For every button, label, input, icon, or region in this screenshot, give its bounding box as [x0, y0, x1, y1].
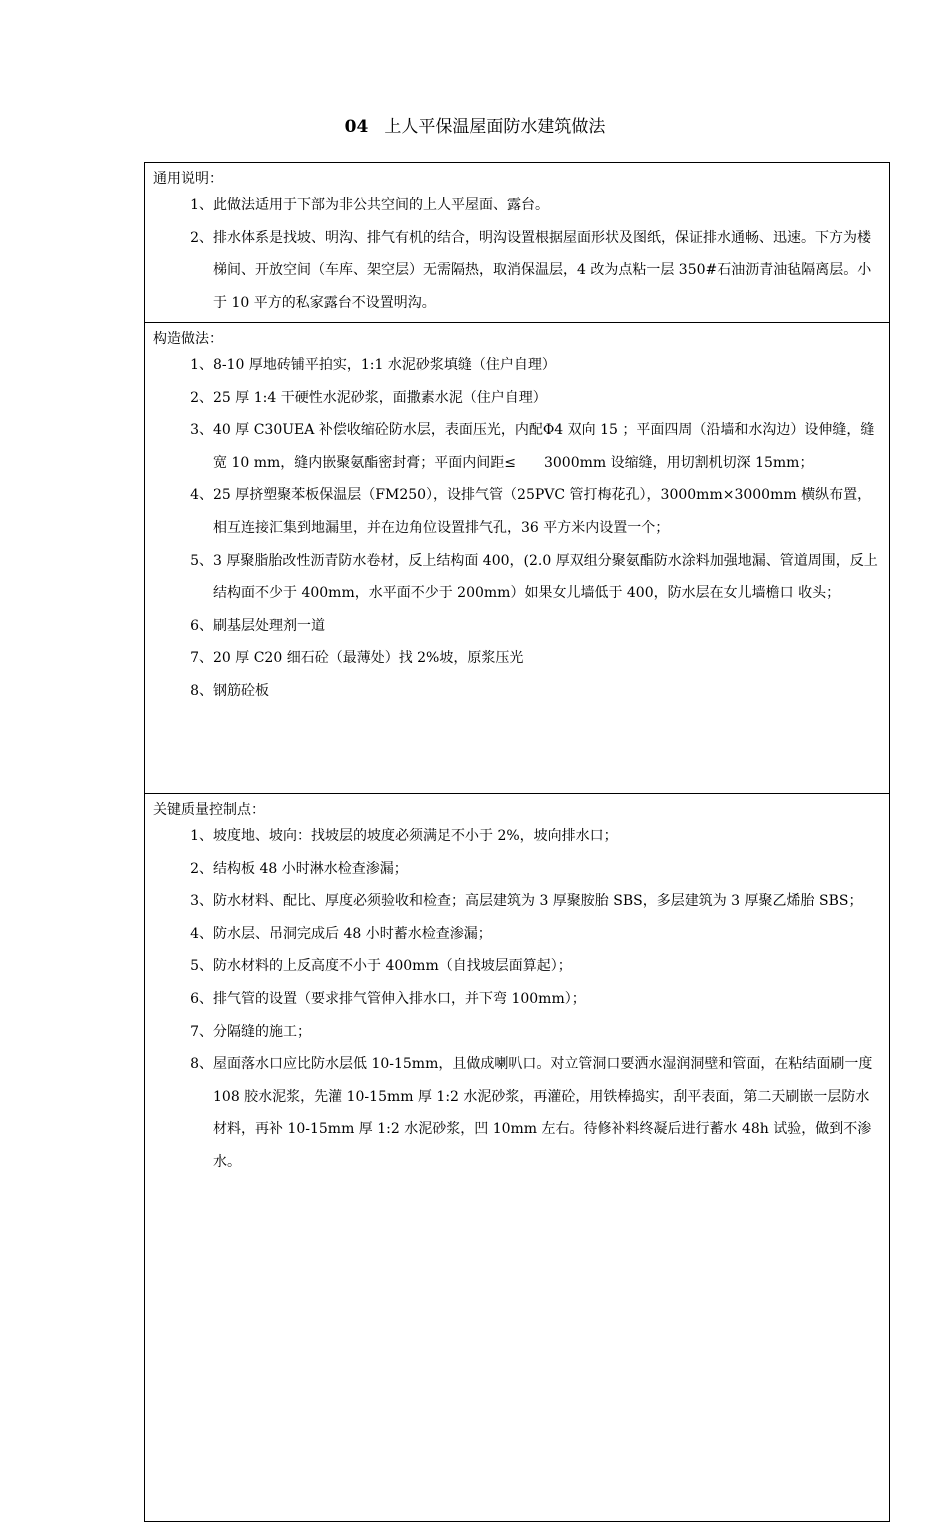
list-item: 3、 40 厚 C30UEA 补偿收缩砼防水层，表面压光，内配Φ4 双向 15 ；平面四周（沿墙和水沟边）设伸缝，缝宽 10 mm，缝内嵌聚氨酯密封膏；平面内间距≤ 3000mm 设缩缝，用切割机切深 15mm；: [190, 422, 875, 471]
list-item: 7、 分隔缝的施工；: [190, 1023, 311, 1040]
list-item: 4、 防水层、吊洞完成后 48 小时蓄水检查渗漏；: [190, 925, 492, 942]
list-item: 4、 25 厚挤塑聚苯板保温层（FM250），设排气管（25PVC 管打梅花孔），3000mm×3000mm 横纵布置，相互连接汇集到地漏里，并在边角位设置排气孔，36 平方米内设置一个；: [190, 487, 872, 536]
list-item: 1、 坡度地、坡向：找坡层的坡度必须满足不小于 2%，坡向排水口；: [190, 828, 618, 844]
list-item: 8、 屋面落水口应比防水层低 10-15mm，且做成喇叭口。对立管洞口要洒水湿润洞壁和管面，在粘结面刷一度 108 胶水泥浆，先灌 10-15mm 厚 1:2 水泥砂浆，再灌砼，用铁棒捣实，刮平表面，第二天刷嵌一层防水材料，再补 10-15mm 厚 1:2 水泥砂浆，凹 10mm 左右。待修补料终凝后进行蓄水 48h 试验，做到不渗水。: [190, 1056, 873, 1170]
document-title-text: 上人平保温屋面防水建筑做法: [384, 117, 606, 137]
list-item: 6、 排气管的设置（要求排气管伸入排水口，并下弯 100mm）；: [190, 990, 586, 1007]
specification-table: [144, 162, 890, 1522]
list-item: 1、 此做法适用于下部为非公共空间的上人平屋面、露台。: [190, 197, 549, 213]
list-item: 3、 防水材料、配比、厚度必须验收和检查；高层建筑为 3 厚聚胺胎 SBS，多层建筑为 3 厚聚乙烯胎 SBS；: [190, 893, 863, 910]
list-item: 5、 防水材料的上反高度不小于 400mm（自找坡层面算起）；: [190, 958, 572, 975]
section-heading: 通用说明：: [153, 171, 223, 187]
quality-control-section: [145, 794, 889, 1521]
list-item: 2、 25 厚 1:4 干硬性水泥砂浆，面撒素水泥（住户自理）: [190, 389, 547, 406]
list-item: 2、 排水体系是找坡、明沟、排气有机的结合，明沟设置根据屋面形状及图纸，保证排水通畅、迅速。下方为楼梯间、开放空间（车库、架空层）无需隔热，取消保温层，4 改为点粘一层 350#石油沥青油毡隔离层。小于 10 平方的私家露台不设置明沟。: [190, 229, 872, 311]
document-number: 04: [344, 117, 369, 137]
list-item: 6、 刷基层处理剂一道: [190, 617, 325, 634]
section-heading: 构造做法：: [153, 331, 223, 347]
list-item: 2、 结构板 48 小时淋水检查渗漏；: [190, 860, 408, 877]
list-item: 8、 钢筋砼板: [190, 682, 269, 699]
list-item: 5、 3 厚聚脂胎改性沥青防水卷材，反上结构面 400，(2.0 厚双组分聚氨酯防水涂料加强地漏、管道周围，反上结构面不少于 400mm，水平面不少于 200mm）如果女儿墙低于 400，防水层在女儿墙檐口 收头；: [190, 552, 878, 602]
general-notes-section: [145, 163, 889, 323]
list-item: 7、 20 厚 C20 细石砼（最薄处）找 2%坡，原浆压光: [190, 650, 524, 667]
document-title: [0, 114, 950, 140]
construction-method-section: [145, 323, 889, 794]
list-item: 1、 8-10 厚地砖铺平拍实，1:1 水泥砂浆填缝（住户自理）: [190, 357, 556, 373]
section-heading: 关键质量控制点：: [153, 802, 265, 818]
